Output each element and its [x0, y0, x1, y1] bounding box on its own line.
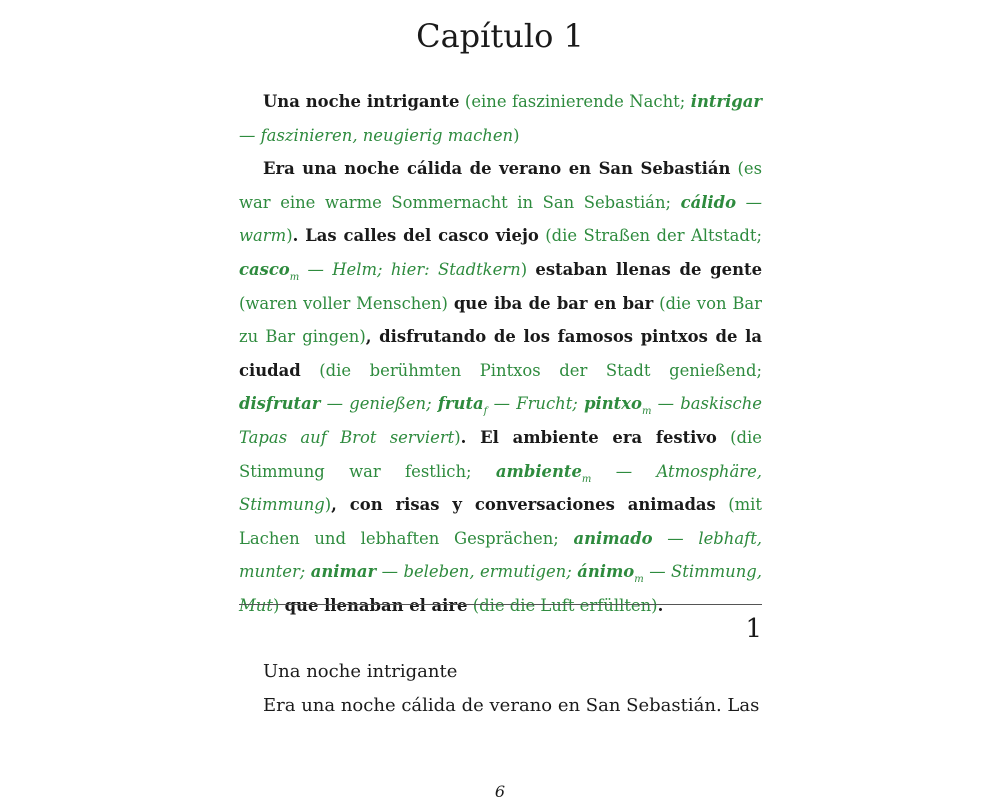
german-gloss: (die Straßen der Altstadt; casco$_m$ — Helm; hier: Stadtkern) [239, 226, 763, 283]
german-gloss: (mit Lachen und lebhaften Gesprächen; animado — lebhaft, munter; animar — beleben, ermutigen; ánimo$_m$ — Stimmung, Mut) [239, 495, 762, 615]
section-number: 1 [745, 614, 762, 644]
spanish-phrase: que iba de bar en bar [453, 293, 654, 313]
german-gloss: (die berühmten Pintxos der Stadt genießend; disfrutar — genießen; fruta$_f$ — Frucht; pintxo$_m$ — baskische Tapas auf Brot serviert) [239, 360, 762, 447]
spanish-phrase: Una noche intrigante [263, 92, 460, 111]
german-gloss: (waren voller Menschen) [239, 293, 448, 313]
spanish-phrase: . El ambiente era festivo [460, 427, 717, 447]
bilingual-paragraph-1 [239, 85, 762, 152]
spanish-phrase: que llenaban el aire [284, 595, 468, 615]
chapter-title: Capítulo 1 [416, 17, 584, 56]
section-divider [239, 604, 762, 605]
page-number: 6 [494, 782, 506, 801]
german-gloss: (die die Luft erfüllten) [472, 595, 658, 615]
spanish-phrase: , con risas y conversaciones animadas [331, 495, 716, 515]
german-gloss: (eine faszinierende Nacht; intrigar — faszinieren, neugierig machen) [239, 92, 763, 145]
german-gloss: (die Stimmung war festlich; ambiente$_m$ — Atmosphäre, Stimmung) [239, 427, 762, 515]
spanish-phrase: . Las calles del casco viejo [292, 226, 539, 246]
bilingual-paragraph-2 [239, 152, 762, 622]
plain-paragraph-1: Una noche intrigante [263, 661, 458, 682]
german-gloss: (die von Bar zu Bar gingen) [239, 293, 762, 347]
plain-paragraph-2: Era una noche cálida de verano en San Sebastián. Las [263, 695, 760, 716]
spanish-phrase: , disfrutando de los famosos pintxos de la ciudad [239, 327, 763, 380]
spanish-phrase: Era una noche cálida de verano en San Sebastián [263, 159, 731, 179]
german-gloss: (es war eine warme Sommernacht in San Sebastián; cálido — warm) [239, 159, 762, 246]
plain-text [239, 655, 762, 723]
bilingual-text [239, 85, 762, 623]
spanish-phrase: . [657, 595, 664, 615]
spanish-phrase: estaban llenas de gente [535, 259, 762, 279]
